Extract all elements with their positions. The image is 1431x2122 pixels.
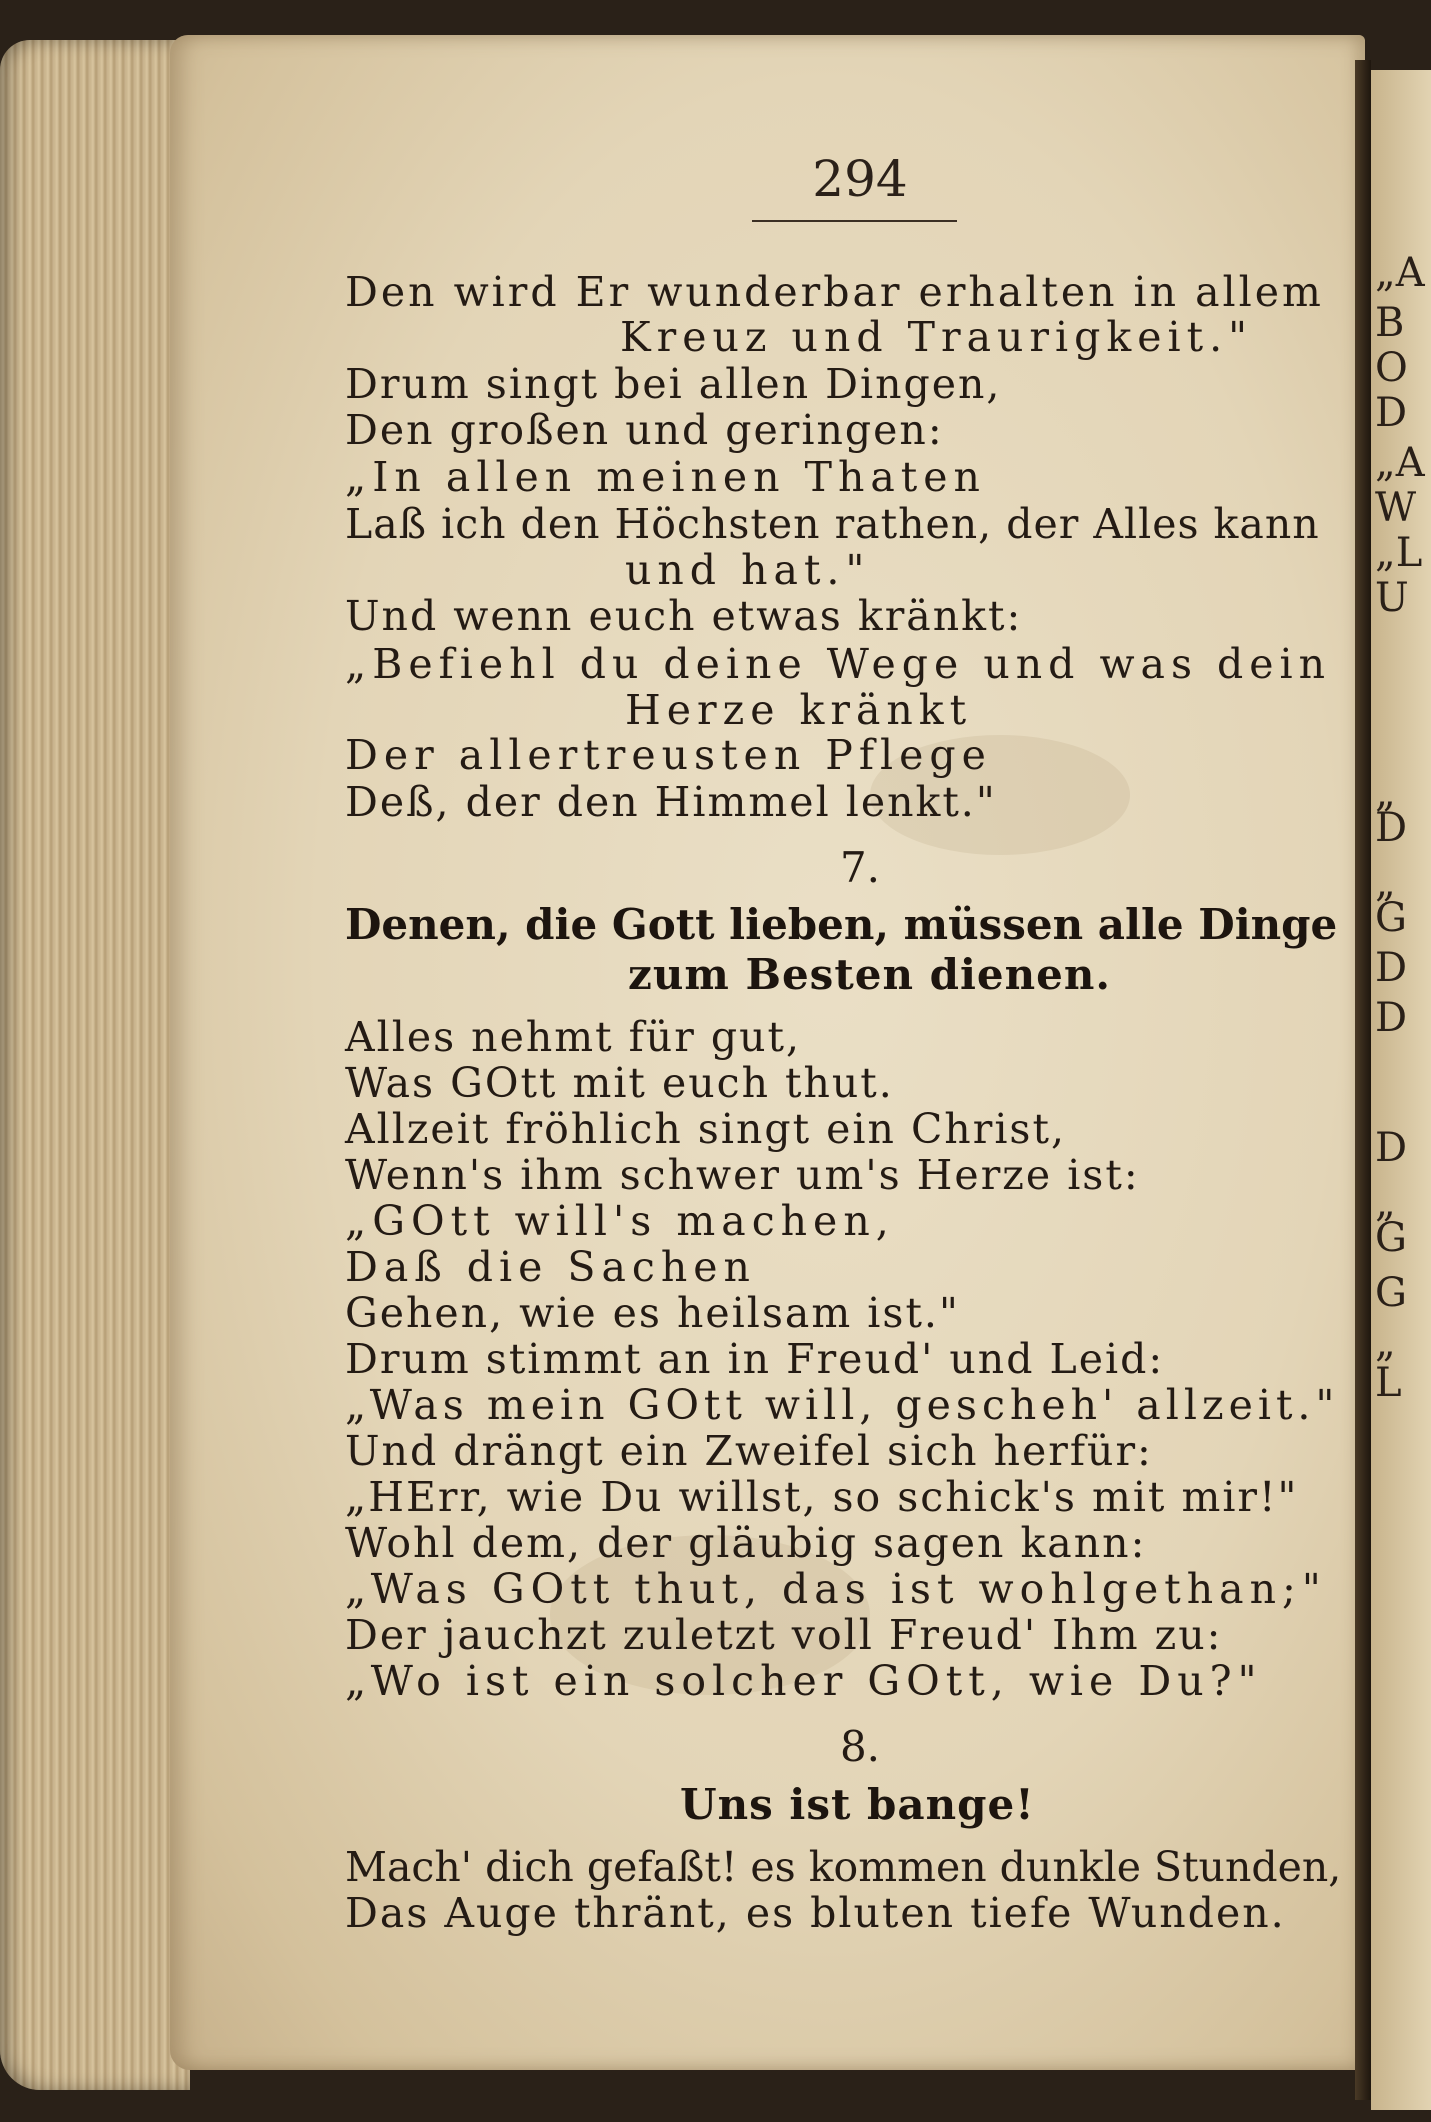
text-line: Drum stimmt an in Freud' und Leid: — [345, 1335, 1165, 1383]
adjacent-page-fragment: O — [1375, 345, 1408, 391]
text-line: „Was GOtt thut, das ist wohlgethan;" — [345, 1565, 1327, 1613]
text-line: Gehen, wie es heilsam ist." — [345, 1289, 960, 1337]
book-page-edges — [0, 40, 190, 2090]
section-heading: Denen, die Gott lieben, müssen alle Dinge — [345, 900, 1338, 949]
text-line: Und wenn euch etwas kränkt: — [345, 592, 1023, 640]
text-line: „Wo ist ein solcher GOtt, wie Du?" — [345, 1657, 1263, 1705]
text-line: Deß, der den Himmel lenkt." — [345, 778, 997, 826]
text-line: Den großen und geringen: — [345, 406, 944, 454]
text-line: Was GOtt mit euch thut. — [345, 1059, 894, 1107]
text-line: Kreuz und Traurigkeit." — [620, 313, 1253, 361]
page-number: 294 — [812, 150, 908, 208]
adjacent-page-fragment: B — [1375, 300, 1405, 346]
text-line: Wenn's ihm schwer um's Herze ist: — [345, 1151, 1140, 1199]
adjacent-page-fragment: G — [1375, 895, 1407, 941]
section-heading: zum Besten dienen. — [628, 950, 1112, 999]
section-number: 7. — [839, 843, 881, 892]
adjacent-page-fragment: „ — [1375, 1180, 1396, 1226]
adjacent-page-fragment: D — [1375, 945, 1408, 991]
adjacent-page-fragment: „A — [1375, 440, 1425, 486]
adjacent-page-fragment: D — [1375, 390, 1408, 436]
text-line: „HErr, wie Du willst, so schick's mit mir!" — [345, 1473, 1299, 1521]
adjacent-page-fragment: G — [1375, 1270, 1407, 1316]
adjacent-page-fragment: W — [1375, 485, 1417, 531]
adjacent-page-fragment: „ — [1375, 1320, 1396, 1366]
adjacent-page-fragment: D — [1375, 1125, 1408, 1171]
adjacent-page-fragment: L — [1375, 1360, 1402, 1406]
text-line: „Was mein GOtt will, gescheh' allzeit." — [345, 1381, 1340, 1429]
header-rule — [752, 220, 957, 222]
text-line: Das Auge thränt, es bluten tiefe Wunden. — [345, 1889, 1286, 1937]
book-gutter — [1355, 60, 1371, 2100]
text-line: und hat." — [625, 546, 871, 594]
adjacent-page-fragment: G — [1375, 1215, 1407, 1261]
text-line: Daß die Sachen — [345, 1243, 756, 1291]
adjacent-page-fragment: D — [1375, 995, 1408, 1041]
text-line: Der allertreusten Pflege — [345, 731, 992, 779]
text-line: Wohl dem, der gläubig sagen kann: — [345, 1519, 1147, 1567]
text-line: Laß ich den Höchsten rathen, der Alles kann — [345, 500, 1320, 548]
adjacent-page-fragment: „ — [1375, 860, 1396, 906]
text-line: Den wird Er wunderbar erhalten in allem — [345, 268, 1324, 316]
text-line: Drum singt bei allen Dingen, — [345, 360, 1002, 408]
text-line: Der jauchzt zuletzt voll Freud' Ihm zu: — [345, 1611, 1223, 1659]
text-line: Mach' dich gefaßt! es kommen dunkle Stunden, — [345, 1843, 1342, 1891]
text-line: „GOtt will's machen, — [345, 1197, 895, 1245]
text-line: Und drängt ein Zweifel sich herfür: — [345, 1427, 1153, 1475]
adjacent-page-fragment: „L — [1375, 530, 1423, 576]
text-line: Herze kränkt — [625, 686, 973, 734]
text-line: Alles nehmt für gut, — [345, 1013, 802, 1061]
section-heading: Uns ist bange! — [680, 1780, 1035, 1829]
text-line: Allzeit fröhlich singt ein Christ, — [345, 1105, 1066, 1153]
adjacent-page-fragment: D — [1375, 805, 1408, 851]
adjacent-page-fragment: „A — [1375, 250, 1425, 296]
text-line: „Befiehl du deine Wege und was dein — [345, 640, 1332, 688]
adjacent-page-fragment: U — [1375, 575, 1409, 621]
text-line: „In allen meinen Thaten — [345, 453, 986, 501]
section-number: 8. — [839, 1722, 881, 1771]
adjacent-page-fragment: „ — [1375, 770, 1396, 816]
